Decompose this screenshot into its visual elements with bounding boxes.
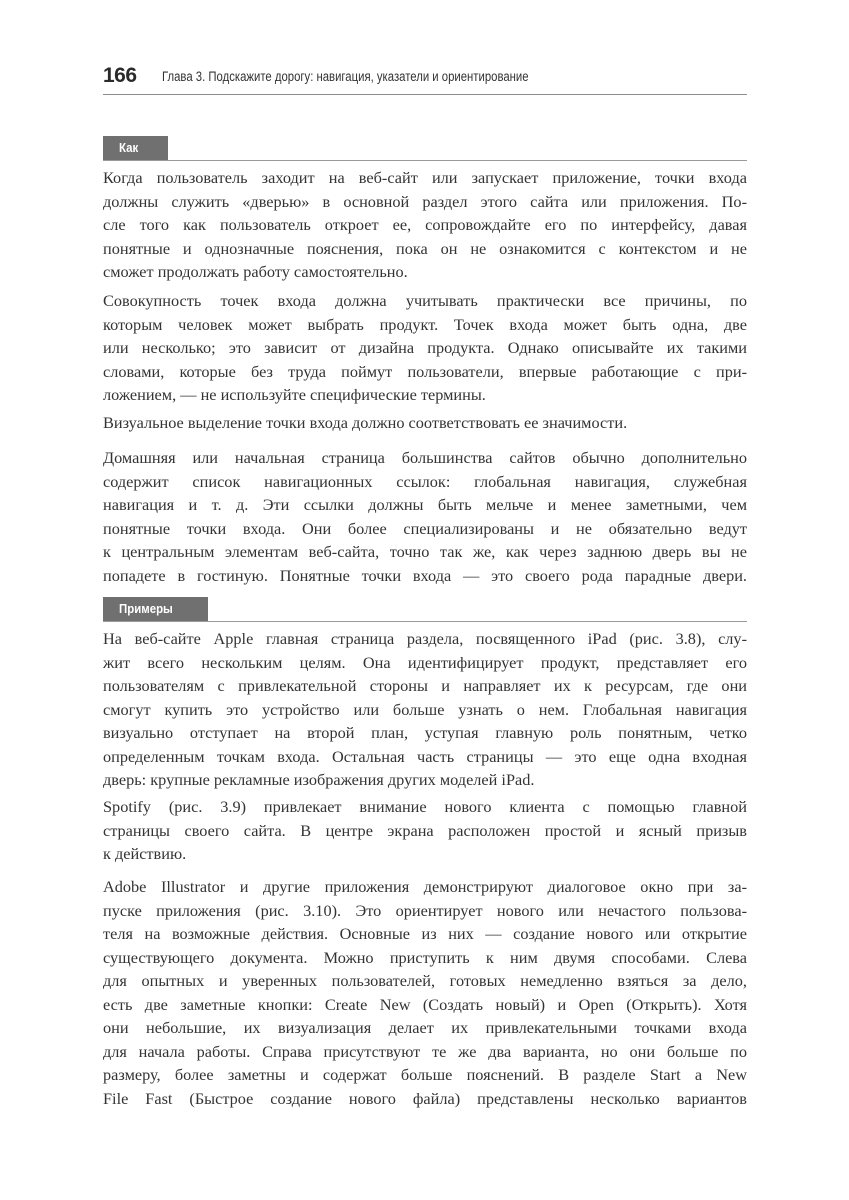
section-heading-tag	[103, 597, 208, 621]
section-heading-how	[103, 136, 747, 161]
text-line: для начала работы. Справа присутствуют те же два варианта, но они больше по	[103, 1041, 747, 1061]
text-line: понятные и однозначные пояснения, пока он не ознакомится с контекстом и не	[103, 238, 747, 258]
text-line: смогут купить это устройство или больше узнать о нем. Глобальная навигация	[103, 699, 747, 719]
text-line: пуске приложения (рис. 3.10). Это ориентирует нового или нечастого пользова-	[103, 900, 747, 920]
paragraph	[103, 795, 747, 866]
text-line: На веб-сайте Apple главная страница раздела, посвященного iPad (рис. 3.8), слу-	[103, 629, 747, 648]
text-line: File Fast (Быстрое создание нового файла) представлены несколько вариантов	[103, 1088, 747, 1108]
text-line: Когда пользователь заходит на веб-сайт или запускает приложение, точки входа	[103, 168, 747, 187]
text-line: дверь: крупные рекламные изображения других моделей iPad.	[103, 770, 535, 789]
text-line: содержит список навигационных ссылок: глобальная навигация, служебная	[103, 471, 747, 491]
text-line: сле того как пользователь откроет ее, сопровождайте его по интерфейсу, давая	[103, 215, 747, 234]
text-line: визуально отступает на второй план, уступая главную роль понятным, четко	[103, 723, 747, 742]
text-line: должны служить «дверью» в основной раздел этого сайта или приложения. По-	[103, 191, 747, 211]
running-header	[103, 64, 747, 95]
text-line: словами, которые без труда поймут пользователи, впервые работающие с при-	[103, 361, 747, 381]
text-line: определенным точкам входа. Остальная часть страницы — это еще одна входная	[103, 746, 747, 766]
text-line: навигация и т. д. Эти ссылки должны быть мельче и менее заметными, чем	[103, 495, 747, 514]
text-line: или несколько; это зависит от дизайна продукта. Однако описывайте их такими	[103, 338, 747, 357]
chapter-title: Глава 3. Подскажите дорогу: навигация, указатели и ориентирование	[162, 69, 529, 84]
section-heading-label: Как	[119, 140, 139, 155]
text-line: они небольшие, их визуализация делает их привлекательными точками входа	[103, 1018, 747, 1037]
section-heading-examples	[103, 597, 747, 622]
paragraph	[103, 446, 747, 587]
text-line: Spotify (рис. 3.9) привлекает внимание нового клиента с помощью главной	[103, 797, 747, 816]
text-line: пользователям с привлекательной стороны и направляет их к ресурсам, где они	[103, 676, 747, 695]
text-line: Совокупность точек входа должна учитывать практически все причины, по	[103, 291, 747, 310]
text-line: ложением, — не используйте специфические термины.	[103, 385, 486, 404]
text-line: существующего документа. Можно приступить к ним двумя способами. Слева	[103, 947, 747, 967]
text-line: есть две заметные кнопки: Create New (Создать новый) и Open (Открыть). Хотя	[103, 994, 747, 1014]
text-line: сможет продолжать работу самостоятельно.	[103, 262, 408, 281]
text-line: Adobe Illustrator и другие приложения демонстрируют диалоговое окно при за-	[103, 877, 747, 896]
text-line: размеру, более заметны и содержат больше пояснений. В разделе Start a New	[103, 1065, 747, 1084]
text-line: понятные точки входа. Они более специализированы и не обязательно ведут	[103, 518, 747, 538]
text-line: для опытных и уверенных пользователей, готовых немедленно взяться за дело,	[103, 971, 747, 990]
page-number: 166	[103, 64, 137, 87]
paragraph	[103, 627, 747, 792]
text-line: жит всего нескольким целям. Она идентифицирует продукт, представляет его	[103, 652, 747, 672]
text-line: которым человек может выбрать продукт. Точек входа может быть одна, две	[103, 314, 747, 334]
text-line: теля на возможные действия. Основные из них — создание нового или открытие	[103, 924, 747, 943]
paragraph	[103, 166, 747, 284]
text-line: к центральным элементам веб-сайта, точно так же, как через заднюю дверь вы не	[103, 542, 747, 561]
text-line: страницы своего сайта. В центре экрана расположен простой и ясный призыв	[103, 820, 747, 840]
paragraph	[103, 289, 747, 407]
paragraph	[103, 875, 747, 1110]
text-line: к действию.	[103, 844, 187, 863]
text-line: Домашняя или начальная страница большинства сайтов обычно дополнительно	[103, 448, 747, 467]
paragraph	[103, 411, 747, 435]
text-line: Визуальное выделение точки входа должно соответствовать ее значимости.	[103, 413, 628, 432]
section-heading-tag	[103, 136, 168, 160]
section-heading-label: Примеры	[119, 601, 173, 616]
text-line: попадете в гостиную. Понятные точки входа — это своего рода парадные двери.	[103, 565, 747, 585]
